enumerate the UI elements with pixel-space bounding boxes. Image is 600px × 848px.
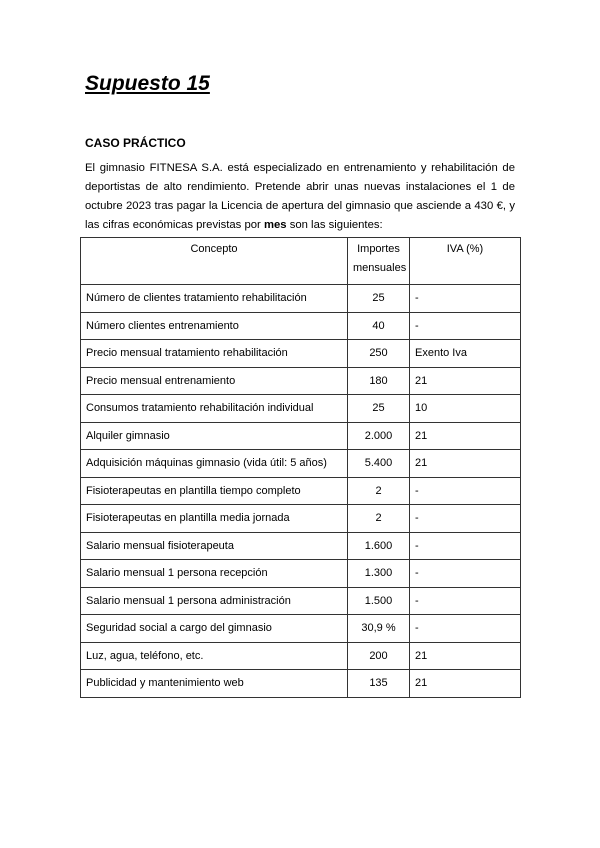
header-importes-line1: Importes <box>357 243 400 255</box>
table-row <box>81 340 521 368</box>
header-importes <box>348 238 410 285</box>
concepto-cell: Salario mensual fisioterapeuta <box>81 532 348 560</box>
iva-cell: - <box>410 312 521 340</box>
table-row <box>81 587 521 615</box>
section-heading: CASO PRÁCTICO <box>85 136 186 150</box>
table-row <box>81 422 521 450</box>
table-body <box>81 285 521 698</box>
concepto-cell: Número clientes entrenamiento <box>81 312 348 340</box>
table-row <box>81 367 521 395</box>
concepto-cell: Fisioterapeutas en plantilla media jornada <box>81 505 348 533</box>
header-iva: IVA (%) <box>410 238 521 285</box>
iva-cell: 10 <box>410 395 521 423</box>
iva-cell: Exento Iva <box>410 340 521 368</box>
concepto-cell: Precio mensual tratamiento rehabilitación <box>81 340 348 368</box>
concepto-cell: Salario mensual 1 persona recepción <box>81 560 348 588</box>
iva-cell: 21 <box>410 367 521 395</box>
concepto-cell: Salario mensual 1 persona administración <box>81 587 348 615</box>
table-row <box>81 532 521 560</box>
table-row <box>81 670 521 698</box>
iva-cell: 21 <box>410 422 521 450</box>
iva-cell: - <box>410 587 521 615</box>
importe-cell: 2 <box>348 477 410 505</box>
importe-cell: 200 <box>348 642 410 670</box>
iva-cell: 21 <box>410 450 521 478</box>
importe-cell: 180 <box>348 367 410 395</box>
iva-cell: - <box>410 477 521 505</box>
importe-cell: 30,9 % <box>348 615 410 643</box>
concepto-cell: Adquisición máquinas gimnasio (vida útil: 5 años) <box>81 450 348 478</box>
importe-cell: 1.300 <box>348 560 410 588</box>
concepto-cell: Luz, agua, teléfono, etc. <box>81 642 348 670</box>
table-header-row <box>81 238 521 285</box>
iva-cell: - <box>410 505 521 533</box>
table-row <box>81 312 521 340</box>
header-importes-line2: mensuales <box>353 262 407 274</box>
importe-cell: 25 <box>348 395 410 423</box>
importe-cell: 2 <box>348 505 410 533</box>
header-concepto: Concepto <box>81 238 348 285</box>
table-row <box>81 642 521 670</box>
importe-cell: 40 <box>348 312 410 340</box>
iva-cell: - <box>410 532 521 560</box>
table-row <box>81 505 521 533</box>
importe-cell: 135 <box>348 670 410 698</box>
iva-cell: 21 <box>410 670 521 698</box>
concepto-cell: Publicidad y mantenimiento web <box>81 670 348 698</box>
importe-cell: 1.500 <box>348 587 410 615</box>
concepto-cell: Seguridad social a cargo del gimnasio <box>81 615 348 643</box>
monthly-figures-table <box>80 237 521 698</box>
concepto-cell: Número de clientes tratamiento rehabilitación <box>81 285 348 313</box>
concepto-cell: Alquiler gimnasio <box>81 422 348 450</box>
intro-paragraph <box>85 159 515 235</box>
table-row <box>81 285 521 313</box>
concepto-cell: Consumos tratamiento rehabilitación individual <box>81 395 348 423</box>
importe-cell: 5.400 <box>348 450 410 478</box>
iva-cell: 21 <box>410 642 521 670</box>
concepto-cell: Fisioterapeutas en plantilla tiempo completo <box>81 477 348 505</box>
table-row <box>81 560 521 588</box>
iva-cell: - <box>410 285 521 313</box>
iva-cell: - <box>410 560 521 588</box>
importe-cell: 250 <box>348 340 410 368</box>
iva-cell: - <box>410 615 521 643</box>
importe-cell: 25 <box>348 285 410 313</box>
concepto-cell: Precio mensual entrenamiento <box>81 367 348 395</box>
intro-text-end: son las siguientes: <box>286 219 383 231</box>
importe-cell: 2.000 <box>348 422 410 450</box>
intro-text-start: El gimnasio FITNESA S.A. está especializado en entrenamiento y rehabilitación de deportistas de alto rendimiento. Pretende abrir unas nuevas instalaciones el 1 de octubre 2023 tras pagar la Licencia de apertura del gimnasio que asciende a 430 €, y las cifras económicas previstas por <box>85 162 515 231</box>
importe-cell: 1.600 <box>348 532 410 560</box>
page-title: Supuesto 15 <box>85 72 210 95</box>
table-row <box>81 450 521 478</box>
table-row <box>81 615 521 643</box>
intro-bold-word: mes <box>263 219 287 231</box>
table-row <box>81 477 521 505</box>
table-row <box>81 395 521 423</box>
